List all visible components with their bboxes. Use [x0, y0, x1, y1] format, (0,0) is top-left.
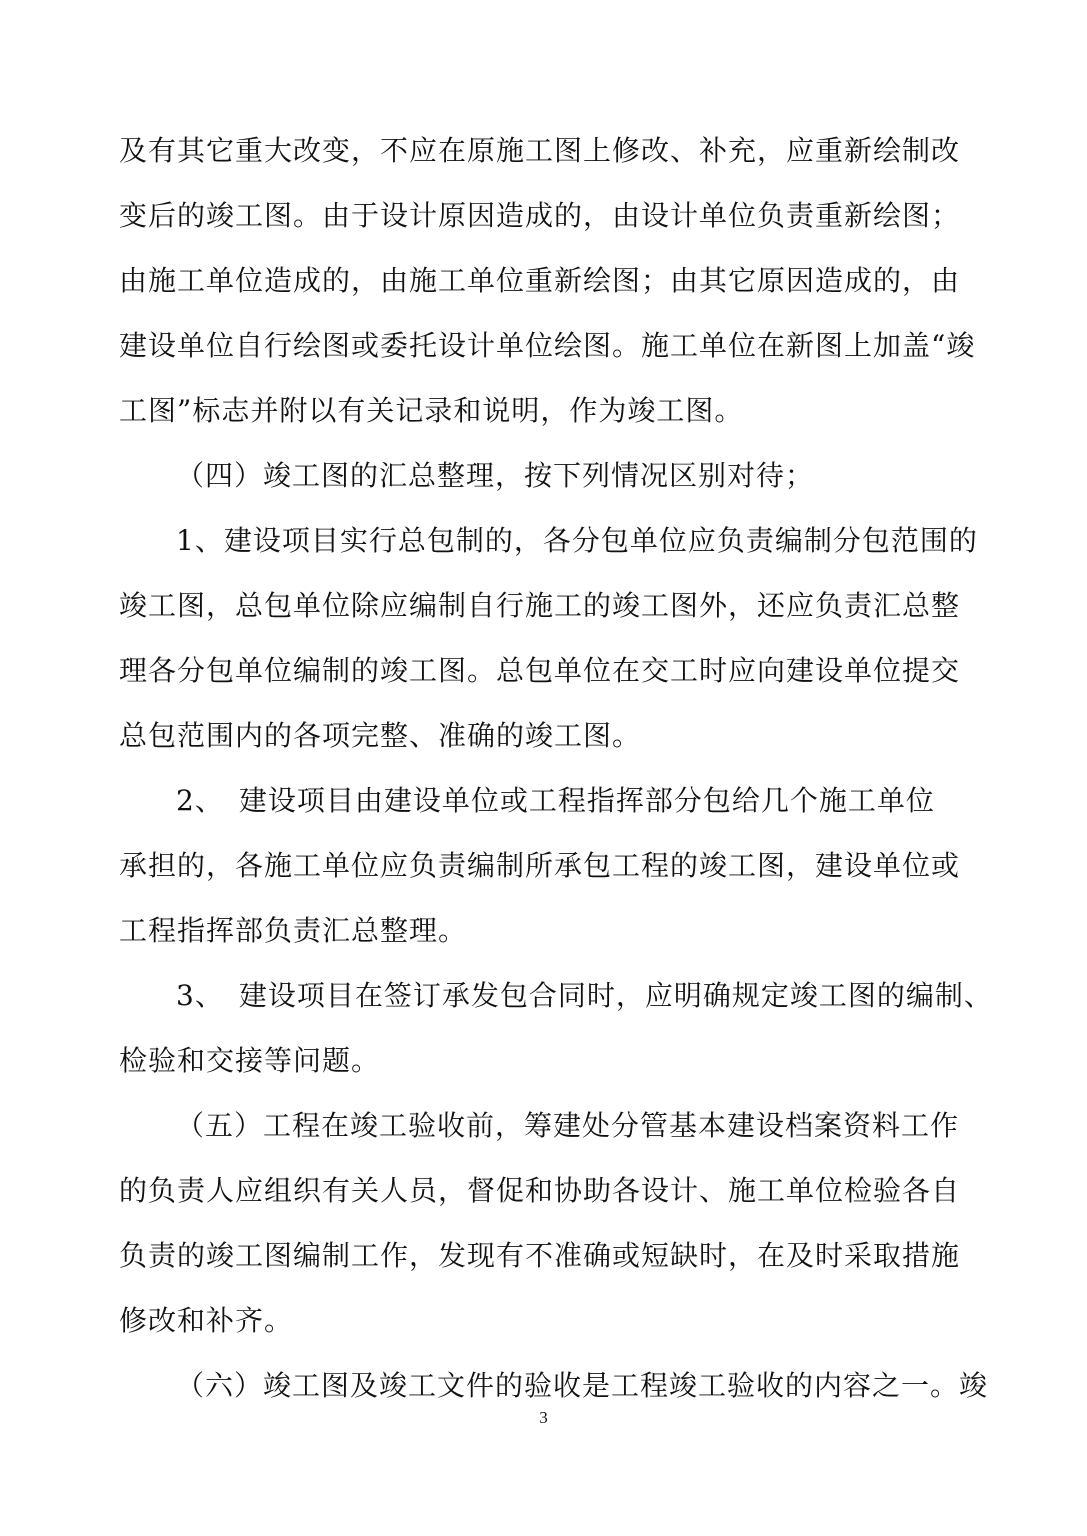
text-line: 2、 建设项目由建设单位或工程指挥部分包给几个施工单位: [176, 784, 935, 817]
text-line: 修改和补齐。: [119, 1304, 294, 1337]
text-line: 建设单位自行绘图或委托设计单位绘图。施工单位在新图上加盖“竣: [119, 329, 976, 362]
text-line: 承担的，各施工单位应负责编制所承包工程的竣工图，建设单位或: [119, 849, 961, 882]
text-line: 理各分包单位编制的竣工图。总包单位在交工时应向建设单位提交: [119, 654, 961, 687]
text-line: 竣工图，总包单位除应编制自行施工的竣工图外，还应负责汇总整: [119, 589, 961, 622]
text-line: 检验和交接等问题。: [119, 1044, 381, 1077]
text-line: 工程指挥部负责汇总整理。: [119, 914, 468, 947]
text-line: 总包范围内的各项完整、准确的竣工图。: [119, 719, 642, 752]
text-line: 的负责人应组织有关人员，督促和协助各设计、施工单位检验各自: [119, 1174, 961, 1207]
text-line: 3、 建设项目在签订承发包合同时，应明确规定竣工图的编制、: [176, 979, 993, 1012]
text-line: 由施工单位造成的，由施工单位重新绘图；由其它原因造成的，由: [119, 264, 961, 297]
text-line: 工图”标志并附以有关记录和说明，作为竣工图。: [119, 394, 744, 427]
text-line: 变后的竣工图。由于设计原因造成的，由设计单位负责重新绘图；: [119, 199, 961, 232]
text-line: 及有其它重大改变，不应在原施工图上修改、补充，应重新绘制改: [119, 134, 961, 167]
section-heading: （四）竣工图的汇总整理，按下列情况区别对待；: [176, 459, 815, 492]
section-heading: （五）工程在竣工验收前，筹建处分管基本建设档案资料工作: [176, 1109, 960, 1142]
section-heading: （六）竣工图及竣工文件的验收是工程竣工验收的内容之一。竣: [176, 1369, 989, 1402]
page-number: 3: [539, 1408, 548, 1427]
text-line: 1、建设项目实行总包制的，各分包单位应负责编制分包范围的: [176, 524, 978, 557]
text-line: 负责的竣工图编制工作，发现有不准确或短缺时，在及时采取措施: [119, 1239, 961, 1272]
